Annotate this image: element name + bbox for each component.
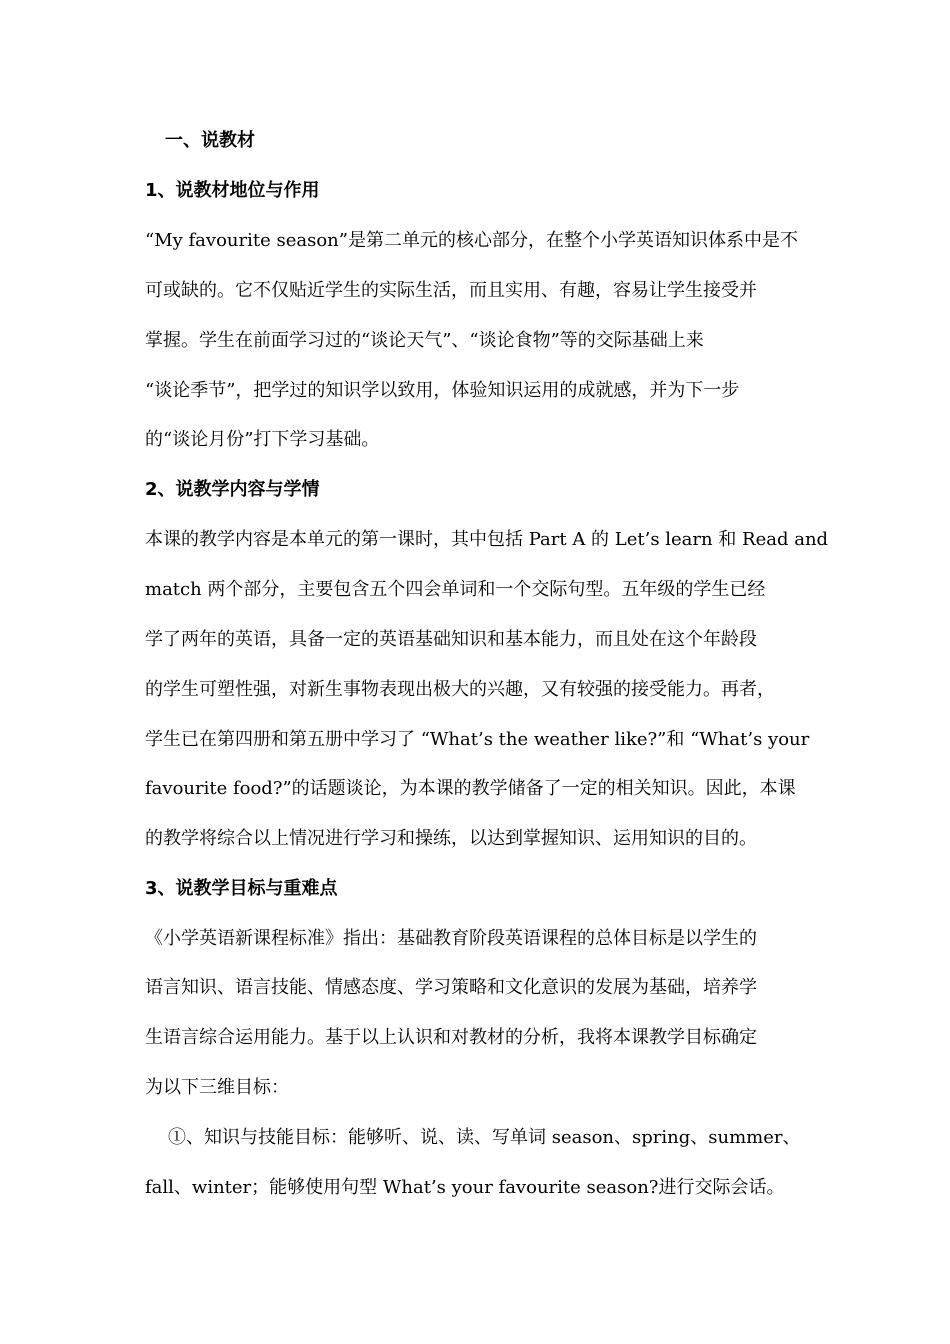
paragraph-line: “My favourite season”是第二单元的核心部分，在整个小学英语知识体系中是不	[145, 230, 798, 251]
paragraph-line: 《小学英语新课程标准》指出：基础教育阶段英语课程的总体目标是以学生的	[145, 928, 757, 949]
paragraph-line: 掌握。学生在前面学习过的“谈论天气”、“谈论食物”等的交际基础上来	[145, 330, 704, 351]
section-title: 一、说教材	[165, 130, 255, 151]
paragraph-line: favourite food?”的话题谈论，为本课的教学储备了一定的相关知识。因此，本课	[145, 778, 796, 799]
paragraph-line: 学生已在第四册和第五册中学习了 “What’s the weather like?”和 “What’s your	[145, 729, 810, 750]
section-1-heading: 1、说教材地位与作用	[145, 180, 320, 201]
paragraph-line: match 两个部分，主要包含五个四会单词和一个交际句型。五年级的学生已经	[145, 579, 766, 600]
paragraph-line: 的学生可塑性强，对新生事物表现出极大的兴趣，又有较强的接受能力。再者，	[145, 679, 775, 700]
paragraph-line: 为以下三维目标：	[145, 1077, 289, 1098]
paragraph-line: 可或缺的。它不仅贴近学生的实际生活，而且实用、有趣，容易让学生接受并	[145, 280, 757, 301]
goal-line: fall、winter；能够使用句型 What’s your favourite season?进行交际会话。	[145, 1177, 785, 1198]
paragraph-line: 语言知识、语言技能、情感态度、学习策略和文化意识的发展为基础，培养学	[145, 977, 757, 998]
paragraph-line: “谈论季节”，把学过的知识学以致用，体验知识运用的成就感，并为下一步	[145, 380, 740, 401]
paragraph-line: 生语言综合运用能力。基于以上认识和对教材的分析，我将本课教学目标确定	[145, 1027, 757, 1048]
paragraph-line: 本课的教学内容是本单元的第一课时，其中包括 Part A 的 Let’s learn 和 Read and	[145, 529, 829, 550]
section-2-heading: 2、说教学内容与学情	[145, 479, 320, 500]
paragraph-line: 学了两年的英语，具备一定的英语基础知识和基本能力，而且处在这个年龄段	[145, 629, 757, 650]
paragraph-line: 的“谈论月份”打下学习基础。	[145, 429, 380, 450]
section-3-heading: 3、说教学目标与重难点	[145, 878, 338, 899]
paragraph-line: 的教学将综合以上情况进行学习和操练，以达到掌握知识、运用知识的目的。	[145, 828, 757, 849]
goal-line: ①、知识与技能目标：能够听、说、读、写单词 season、spring、summer、	[168, 1127, 801, 1148]
